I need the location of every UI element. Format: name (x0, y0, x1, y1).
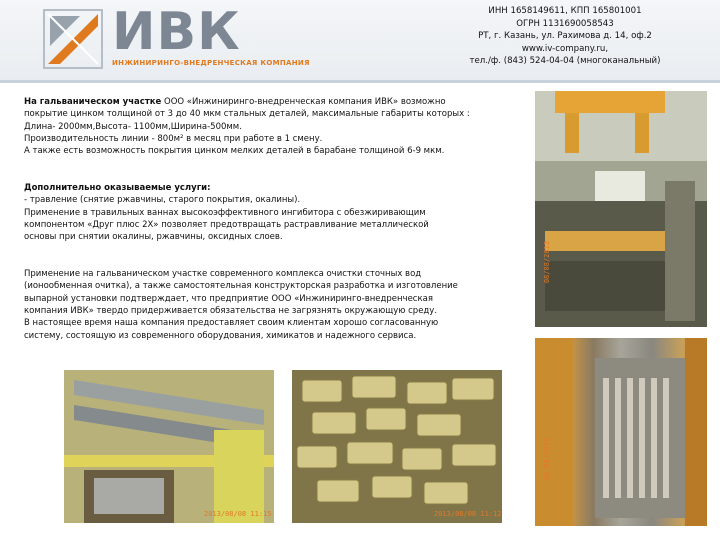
photo-production-hall (535, 91, 707, 327)
photo-date-stamp: 08/08/2013 (543, 241, 551, 284)
photo-rack-parts (64, 370, 274, 523)
photo-date-stamp: 2013/08/08 11:12 (434, 510, 502, 518)
contact-ogrn: ОГРН 1131690058543 (516, 18, 614, 29)
contact-block (460, 5, 670, 68)
paragraph-line-text: ООО «Инжиниринго-внедренческая компания ИВК» возможно (161, 97, 446, 107)
logo-text: ИВК (112, 2, 241, 62)
paragraph-line: Применение в травильных ваннах высокоэффективного ингибитора с обезжиривающим (24, 207, 426, 218)
production-hall-image (535, 91, 707, 327)
paragraph-line: компонентом «Друг плюс 2Х» позволяет предотвращать растравливание металлической (24, 219, 429, 230)
paragraph-line: (ионообменная очитка), а также самостоятельная конструкторская разработка и изготовление (24, 281, 458, 292)
header-divider (0, 80, 720, 83)
paragraph-line: покрытие цинком толщиной от 3 до 40 мкм стальных деталей, максимальные габариты которых : (24, 109, 470, 120)
services-title: Дополнительно оказываемые услуги: (24, 183, 211, 194)
logo-subtitle: ИНЖИНИРИНГО-ВНЕДРЕНЧЕСКАЯ КОМПАНИЯ (112, 59, 310, 67)
paragraph-lead: На гальваническом участке (24, 97, 162, 107)
galvanic-line-image (535, 338, 707, 526)
contact-phone: тел./ф. (843) 524-04-04 (многоканальный) (469, 56, 661, 67)
photo-date-stamp: 2013/08/08 11:15 (204, 510, 272, 518)
main-text (24, 96, 530, 342)
paragraph-line: А также есть возможность покрытия цинком мелких деталей в барабане толщиной 6-9 мкм. (24, 146, 445, 157)
paragraph-line: Применение на гальваническом участке современного комплекса очистки сточных вод (24, 269, 422, 280)
photo-galvanic-line (535, 338, 707, 526)
paragraph-line: систему, состоящую из современного оборудования, химикатов и надежного сервиса. (24, 330, 417, 341)
contact-address: РТ, г. Казань, ул. Рахимова д. 14, оф.2 (478, 31, 652, 42)
photo-coated-fittings (292, 370, 502, 523)
coated-fittings-image (292, 370, 502, 523)
paragraph-line: В настоящее время наша компания предоставляет своим клиентам хорошо согласованную (24, 318, 439, 329)
photo-date-stamp: 08/08/2013 (543, 438, 551, 481)
paragraph-line: - травление (снятие ржавчины, старого покрытия, окалины). (24, 195, 301, 206)
paragraph-line: Длина- 2000мм,Высота- 1100мм,Ширина-500мм. (24, 121, 242, 132)
contact-website[interactable]: www.iv-company.ru, (521, 43, 609, 54)
company-logo-icon (40, 6, 106, 72)
paragraph-line: основы при снятии окалины, ржавчины, оксидных слоев. (24, 232, 283, 243)
contact-inn: ИНН 1658149611, КПП 165801001 (488, 6, 642, 16)
paragraph-line: Производительность линии - 800м² в месяц при работе в 1 смену. (24, 133, 323, 144)
paragraph-line (24, 96, 530, 108)
paragraph-line: компания ИВК» твердо придерживается обязательства не загрязнять окружающую среду. (24, 306, 438, 317)
paragraph-line: выпарной установки подтверждает, что предприятие ООО «Инжиниринго-внедренческая (24, 293, 433, 304)
rack-parts-image (64, 370, 274, 523)
